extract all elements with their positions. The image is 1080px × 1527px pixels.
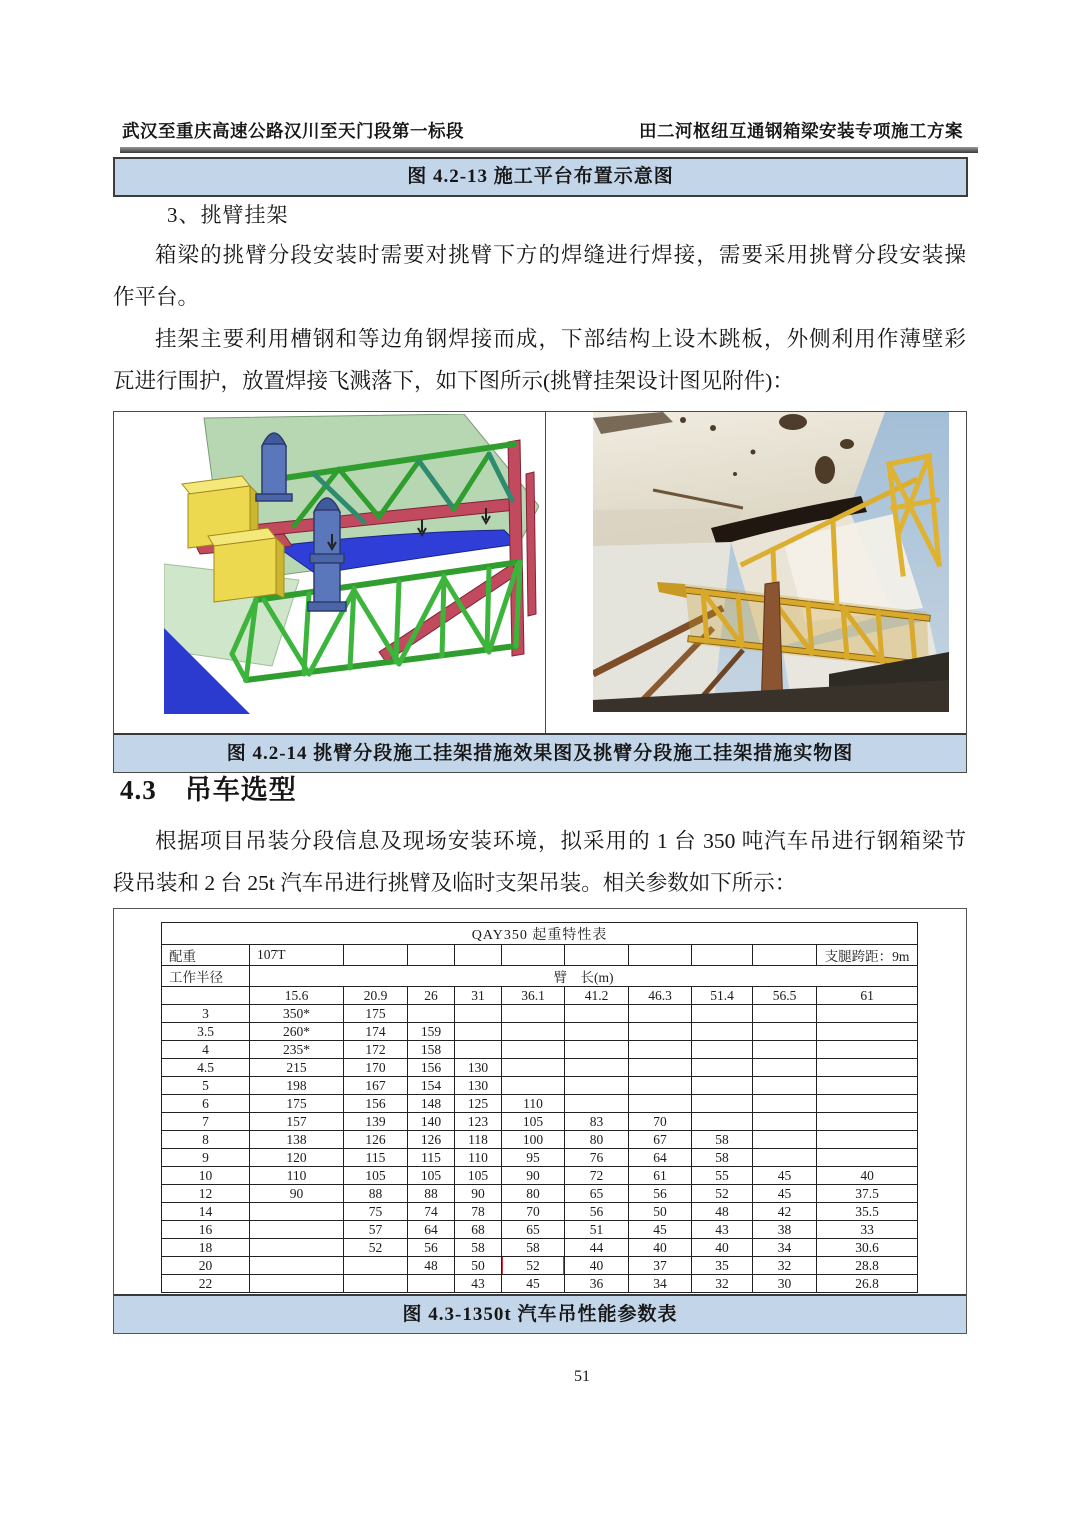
paragraph2-line1: 挂架主要利用槽钢和等边角钢焊接而成，下部结构上设木跳板，外侧利用作薄壁彩 (155, 327, 966, 351)
capacity-cell: 56 (565, 1203, 629, 1221)
capacity-cell: 45 (629, 1221, 692, 1239)
capacity-cell: 139 (344, 1113, 408, 1131)
site-photo-cell (546, 412, 966, 733)
capacity-row (162, 1275, 918, 1293)
radius-cell: 18 (162, 1239, 250, 1257)
capacity-cell (753, 1023, 817, 1041)
capacity-cell: 110 (250, 1167, 344, 1185)
boom-length-cell: 26 (408, 987, 455, 1005)
radius-cell: 22 (162, 1275, 250, 1293)
table-title: QAY350 起重特性表 (162, 923, 918, 945)
capacity-cell (753, 1113, 817, 1131)
capacity-cell (692, 1005, 753, 1023)
capacity-cell (817, 1113, 918, 1131)
capacity-cell: 72 (565, 1167, 629, 1185)
capacity-cell (753, 1095, 817, 1113)
capacity-cell (629, 1077, 692, 1095)
capacity-cell: 40 (692, 1239, 753, 1257)
capacity-cell: 40 (817, 1167, 918, 1185)
capacity-cell: 215 (250, 1059, 344, 1077)
capacity-cell (692, 1041, 753, 1059)
header-project-title: 武汉至重庆高速公路汉川至天门段第一标段 (122, 121, 464, 141)
capacity-cell (455, 1041, 502, 1059)
capacity-cell: 170 (344, 1059, 408, 1077)
capacity-cell: 148 (408, 1095, 455, 1113)
capacity-cell: 58 (692, 1131, 753, 1149)
radius-cell: 16 (162, 1221, 250, 1239)
capacity-cell: 175 (344, 1005, 408, 1023)
capacity-cell (692, 1077, 753, 1095)
capacity-cell: 105 (455, 1167, 502, 1185)
capacity-cell: 61 (629, 1167, 692, 1185)
capacity-cell (344, 1275, 408, 1293)
capacity-cell (408, 1275, 455, 1293)
capacity-cell (502, 1059, 565, 1077)
capacity-cell: 30.6 (817, 1239, 918, 1257)
capacity-cell: 110 (455, 1149, 502, 1167)
capacity-cell (565, 1041, 629, 1059)
capacity-cell (817, 1023, 918, 1041)
section-heading-4-3: 4.3 吊车选型 (120, 775, 297, 805)
capacity-cell (250, 1239, 344, 1257)
capacity-row (162, 1023, 918, 1041)
radius-cell: 20 (162, 1257, 250, 1275)
capacity-cell: 28.8 (817, 1257, 918, 1275)
radius-cell: 12 (162, 1185, 250, 1203)
capacity-cell: 45 (502, 1275, 565, 1293)
capacity-cell: 125 (455, 1095, 502, 1113)
capacity-cell: 90 (250, 1185, 344, 1203)
capacity-cell: 88 (344, 1185, 408, 1203)
capacity-cell: 58 (502, 1239, 565, 1257)
capacity-cell: 37.5 (817, 1185, 918, 1203)
counterweight-value: 107T (250, 945, 344, 966)
capacity-cell: 64 (629, 1149, 692, 1167)
capacity-cell: 67 (629, 1131, 692, 1149)
capacity-cell (817, 1077, 918, 1095)
capacity-cell: 32 (753, 1257, 817, 1275)
crane-capacity-table-box (113, 908, 967, 1334)
paragraph2-line2: 瓦进行围护，放置焊接飞溅落下，如下图所示(挑臂挂架设计图见附件)： (113, 369, 794, 393)
capacity-cell (817, 1131, 918, 1149)
capacity-cell: 43 (455, 1275, 502, 1293)
capacity-cell (753, 1059, 817, 1077)
capacity-row (162, 1257, 918, 1275)
capacity-cell (502, 1023, 565, 1041)
capacity-cell (250, 1221, 344, 1239)
capacity-cell: 130 (455, 1059, 502, 1077)
radius-boom-row (162, 966, 918, 987)
paragraph1-line2: 作平台。 (113, 285, 200, 309)
capacity-cell: 74 (408, 1203, 455, 1221)
boom-length-cell: 15.6 (250, 987, 344, 1005)
capacity-cell (344, 1257, 408, 1275)
capacity-cell (565, 1023, 629, 1041)
page-number: 51 (574, 1368, 590, 1385)
boom-label: 臂 长(m) (250, 966, 918, 987)
capacity-row (162, 1095, 918, 1113)
radius-cell: 10 (162, 1167, 250, 1185)
capacity-cell: 68 (455, 1221, 502, 1239)
capacity-cell: 36 (565, 1275, 629, 1293)
capacity-cell (629, 1023, 692, 1041)
capacity-cell (565, 1059, 629, 1077)
capacity-cell (502, 1077, 565, 1095)
capacity-cell (565, 1095, 629, 1113)
capacity-cell: 76 (565, 1149, 629, 1167)
capacity-cell (629, 1041, 692, 1059)
capacity-cell: 157 (250, 1113, 344, 1131)
figure-4-2-14 (113, 411, 967, 773)
capacity-cell: 140 (408, 1113, 455, 1131)
capacity-cell: 120 (250, 1149, 344, 1167)
capacity-cell: 80 (502, 1185, 565, 1203)
capacity-cell (817, 1095, 918, 1113)
capacity-cell: 198 (250, 1077, 344, 1095)
capacity-cell: 90 (502, 1167, 565, 1185)
capacity-cell: 34 (629, 1275, 692, 1293)
capacity-cell: 154 (408, 1077, 455, 1095)
radius-cell: 6 (162, 1095, 250, 1113)
paragraph3-line2: 段吊装和 2 台 25t 汽车吊进行挑臂及临时支架吊装。相关参数如下所示： (113, 871, 797, 895)
figure-caption-4-3-1: 图 4.3-1350t 汽车吊性能参数表 (114, 1294, 966, 1333)
capacity-cell: 167 (344, 1077, 408, 1095)
capacity-cell: 35.5 (817, 1203, 918, 1221)
capacity-row (162, 1167, 918, 1185)
radius-cell: 3 (162, 1005, 250, 1023)
capacity-cell: 156 (344, 1095, 408, 1113)
capacity-cell: 126 (408, 1131, 455, 1149)
capacity-cell: 105 (502, 1113, 565, 1131)
capacity-row (162, 1077, 918, 1095)
capacity-cell: 58 (692, 1149, 753, 1167)
radius-cell: 8 (162, 1131, 250, 1149)
capacity-cell: 115 (344, 1149, 408, 1167)
capacity-cell: 174 (344, 1023, 408, 1041)
capacity-cell (502, 1005, 565, 1023)
capacity-cell (817, 1059, 918, 1077)
capacity-cell (629, 1095, 692, 1113)
capacity-cell: 88 (408, 1185, 455, 1203)
capacity-cell: 50 (629, 1203, 692, 1221)
capacity-cell: 65 (565, 1185, 629, 1203)
capacity-cell: 34 (753, 1239, 817, 1257)
capacity-row (162, 1203, 918, 1221)
capacity-row (162, 1239, 918, 1257)
capacity-cell: 80 (565, 1131, 629, 1149)
capacity-cell: 48 (692, 1203, 753, 1221)
capacity-row (162, 1113, 918, 1131)
capacity-row (162, 1041, 918, 1059)
capacity-cell (692, 1095, 753, 1113)
capacity-cell: 30 (753, 1275, 817, 1293)
site-photo-figure (593, 412, 949, 712)
capacity-cell: 350* (250, 1005, 344, 1023)
capacity-cell (817, 1149, 918, 1167)
capacity-cell (753, 1005, 817, 1023)
counterweight-label: 配重 (162, 945, 250, 966)
boom-length-cell: 20.9 (344, 987, 408, 1005)
radius-cell: 4 (162, 1041, 250, 1059)
figure-caption-4-2-14: 图 4.2-14 挑臂分段施工挂架措施效果图及挑臂分段施工挂架措施实物图 (114, 733, 966, 772)
capacity-cell (629, 1005, 692, 1023)
capacity-cell (753, 1131, 817, 1149)
cad-render-cell (114, 412, 546, 733)
capacity-row (162, 1185, 918, 1203)
capacity-cell: 52 (692, 1185, 753, 1203)
capacity-cell: 159 (408, 1023, 455, 1041)
radius-cell: 4.5 (162, 1059, 250, 1077)
header-document-title: 田二河枢纽互通钢箱梁安装专项施工方案 (639, 121, 963, 141)
capacity-cell: 138 (250, 1131, 344, 1149)
capacity-cell: 26.8 (817, 1275, 918, 1293)
capacity-cell (692, 1023, 753, 1041)
capacity-cell: 175 (250, 1095, 344, 1113)
capacity-cell: 64 (408, 1221, 455, 1239)
capacity-cell: 83 (565, 1113, 629, 1131)
boom-length-cell: 41.2 (565, 987, 629, 1005)
capacity-row (162, 1059, 918, 1077)
boom-length-row (162, 987, 918, 1005)
capacity-cell: 40 (629, 1239, 692, 1257)
capacity-table-body (162, 1005, 918, 1293)
capacity-cell: 260* (250, 1023, 344, 1041)
header-divider (120, 147, 978, 153)
radius-cell: 14 (162, 1203, 250, 1221)
capacity-cell: 56 (408, 1239, 455, 1257)
boom-length-cell: 56.5 (753, 987, 817, 1005)
capacity-cell (753, 1077, 817, 1095)
capacity-cell: 37 (629, 1257, 692, 1275)
capacity-cell: 70 (502, 1203, 565, 1221)
capacity-cell: 52 (344, 1239, 408, 1257)
capacity-cell: 115 (408, 1149, 455, 1167)
capacity-cell (692, 1113, 753, 1131)
capacity-cell: 44 (565, 1239, 629, 1257)
capacity-cell: 156 (408, 1059, 455, 1077)
capacity-row (162, 1005, 918, 1023)
capacity-cell (502, 1041, 565, 1059)
capacity-cell (565, 1077, 629, 1095)
cad-render-figure (164, 414, 539, 714)
paragraph3-line1: 根据项目吊装分段信息及现场安装环境，拟采用的 1 台 350 吨汽车吊进行钢箱梁节 (155, 829, 966, 853)
capacity-cell: 123 (455, 1113, 502, 1131)
radius-cell: 5 (162, 1077, 250, 1095)
figure-images-row (114, 412, 966, 733)
capacity-cell: 38 (753, 1221, 817, 1239)
boom-length-cell: 46.3 (629, 987, 692, 1005)
capacity-cell: 45 (753, 1185, 817, 1203)
capacity-cell: 235* (250, 1041, 344, 1059)
capacity-cell: 172 (344, 1041, 408, 1059)
capacity-cell: 65 (502, 1221, 565, 1239)
capacity-cell (817, 1005, 918, 1023)
capacity-cell: 32 (692, 1275, 753, 1293)
capacity-cell: 55 (692, 1167, 753, 1185)
crane-capacity-table (161, 922, 918, 1293)
capacity-cell (753, 1149, 817, 1167)
capacity-cell: 50 (455, 1257, 502, 1275)
paragraph1-line1: 箱梁的挑臂分段安装时需要对挑臂下方的焊缝进行焊接，需要采用挑臂分段安装操 (155, 243, 966, 267)
capacity-cell: 57 (344, 1221, 408, 1239)
capacity-cell: 158 (408, 1041, 455, 1059)
capacity-cell: 58 (455, 1239, 502, 1257)
capacity-cell (250, 1257, 344, 1275)
boom-length-cell: 61 (817, 987, 918, 1005)
capacity-cell: 42 (753, 1203, 817, 1221)
capacity-cell: 126 (344, 1131, 408, 1149)
capacity-cell (753, 1041, 817, 1059)
radius-cell: 3.5 (162, 1023, 250, 1041)
counterweight-row (162, 945, 918, 966)
capacity-cell: 51 (565, 1221, 629, 1239)
outrigger-span: 支腿跨距：9m (817, 945, 918, 966)
boom-length-cell: 51.4 (692, 987, 753, 1005)
capacity-cell: 105 (408, 1167, 455, 1185)
capacity-cell (408, 1005, 455, 1023)
capacity-cell: 56 (629, 1185, 692, 1203)
radius-label: 工作半径 (162, 966, 250, 987)
capacity-cell: 48 (408, 1257, 455, 1275)
capacity-cell: 118 (455, 1131, 502, 1149)
capacity-cell: 130 (455, 1077, 502, 1095)
capacity-cell (565, 1005, 629, 1023)
capacity-cell: 75 (344, 1203, 408, 1221)
capacity-cell (692, 1059, 753, 1077)
table-title-row (162, 923, 918, 945)
capacity-cell: 78 (455, 1203, 502, 1221)
capacity-cell: 95 (502, 1149, 565, 1167)
capacity-cell: 52 (502, 1257, 565, 1275)
capacity-cell (250, 1275, 344, 1293)
capacity-cell: 40 (565, 1257, 629, 1275)
capacity-cell: 33 (817, 1221, 918, 1239)
subsection-heading-3: 3、挑臂挂架 (167, 203, 289, 227)
capacity-row (162, 1131, 918, 1149)
capacity-cell (817, 1041, 918, 1059)
capacity-cell: 105 (344, 1167, 408, 1185)
capacity-cell: 35 (692, 1257, 753, 1275)
boom-length-cell: 36.1 (502, 987, 565, 1005)
capacity-cell: 70 (629, 1113, 692, 1131)
radius-cell: 7 (162, 1113, 250, 1131)
capacity-cell (629, 1059, 692, 1077)
capacity-cell (250, 1203, 344, 1221)
capacity-row (162, 1149, 918, 1167)
capacity-cell: 45 (753, 1167, 817, 1185)
boom-length-cell: 31 (455, 987, 502, 1005)
figure-caption-4-2-13: 图 4.2-13 施工平台布置示意图 (113, 157, 968, 197)
capacity-cell: 43 (692, 1221, 753, 1239)
capacity-cell: 110 (502, 1095, 565, 1113)
radius-cell: 9 (162, 1149, 250, 1167)
capacity-cell: 90 (455, 1185, 502, 1203)
capacity-cell (455, 1023, 502, 1041)
capacity-row (162, 1221, 918, 1239)
capacity-cell: 100 (502, 1131, 565, 1149)
capacity-cell (455, 1005, 502, 1023)
